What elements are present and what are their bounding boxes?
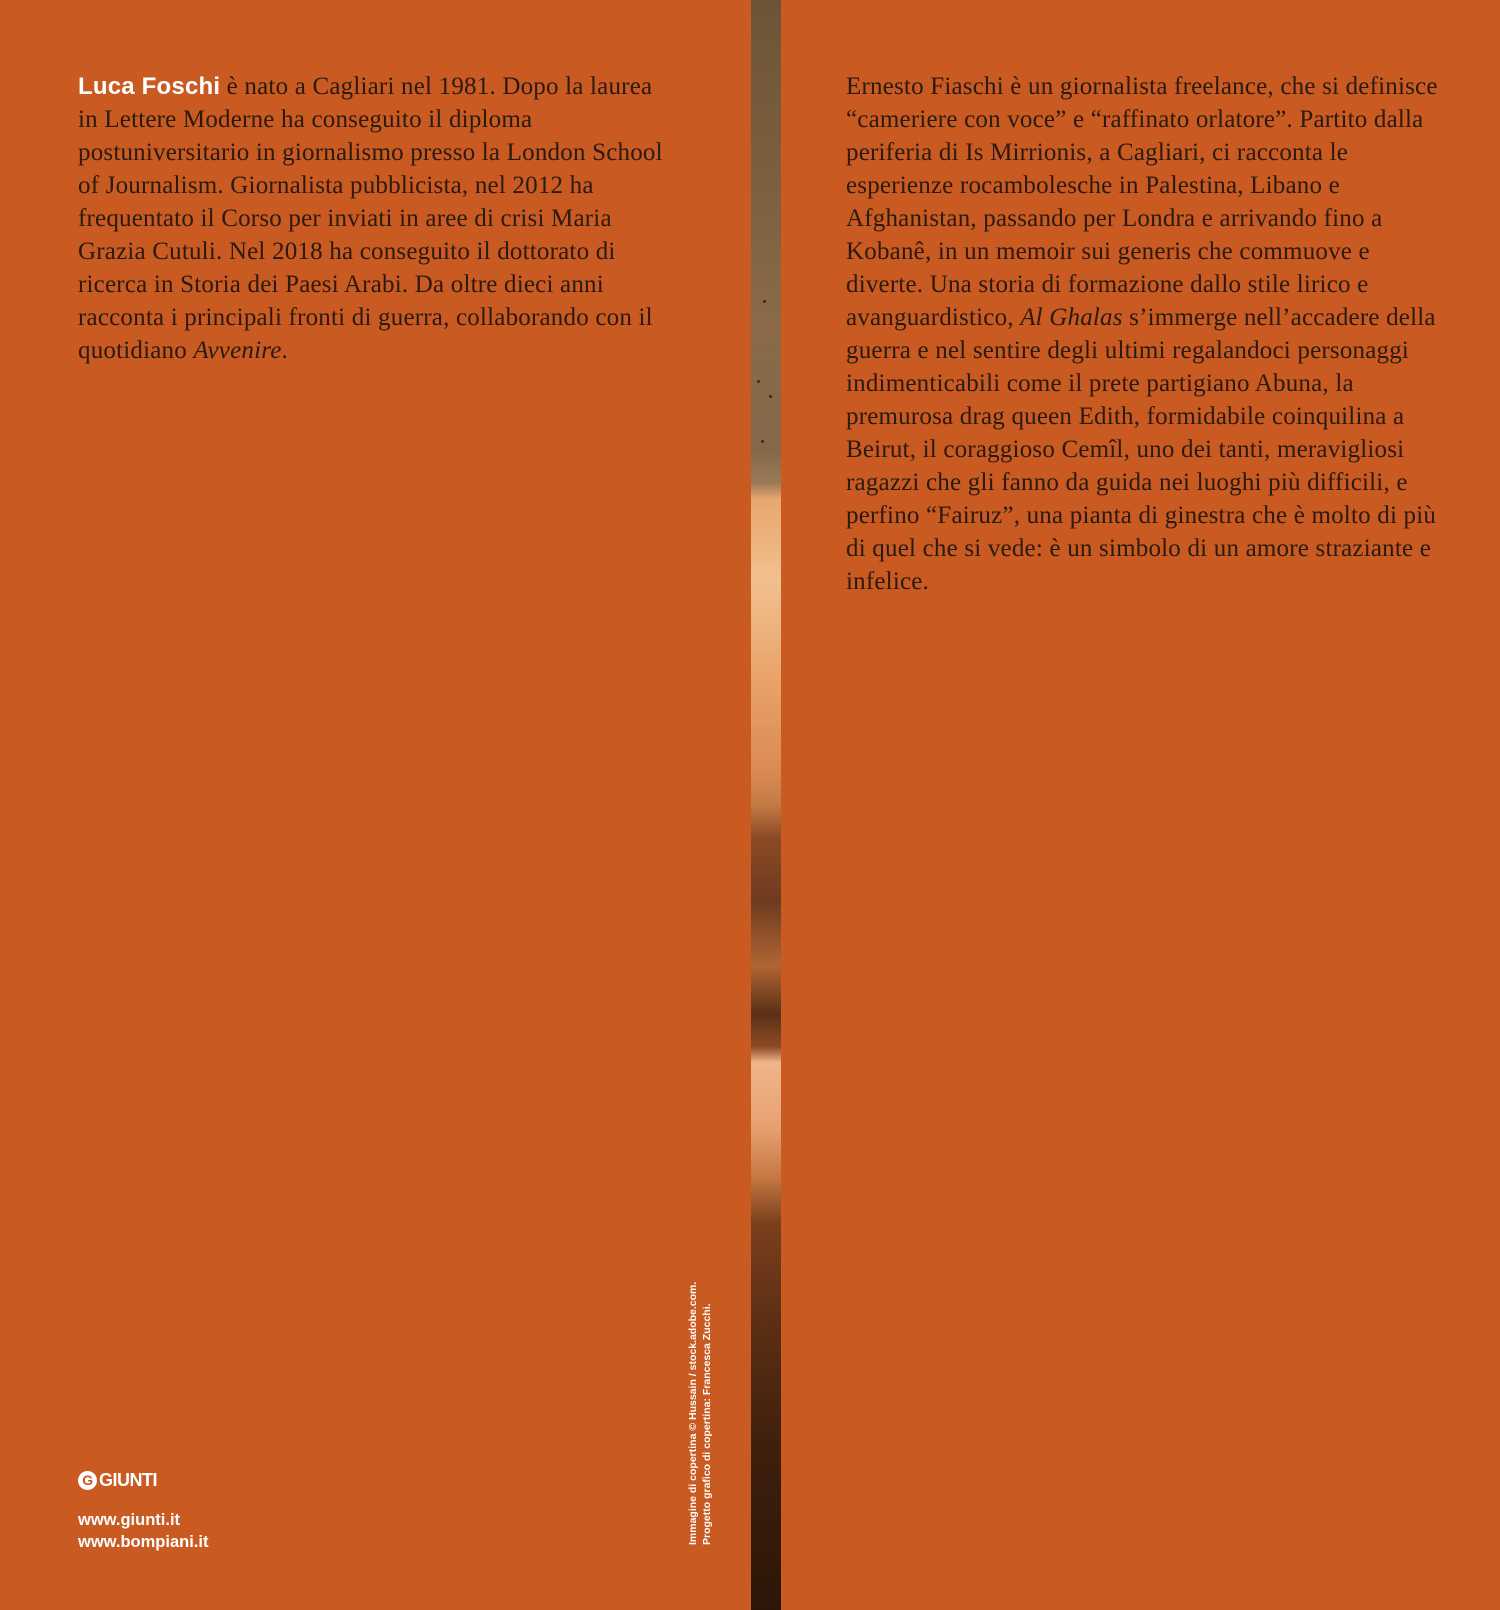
newspaper-name: Avvenire [193, 337, 282, 364]
synopsis-text [846, 70, 1446, 598]
publisher-urls [78, 1509, 208, 1553]
author-bio [78, 70, 678, 367]
spine-speck [769, 395, 772, 398]
bompiani-url[interactable]: www.bompiani.it [78, 1533, 209, 1551]
giunti-logo-icon: G [78, 1471, 97, 1490]
synopsis-part2: s’immerge nell’accadere della guerra e nel sentire degli ultimi regalandoci personaggi indimenticabili come il prete partigiano Abuna, la premurosa drag queen Edith, formidabile coinquilina a Beirut, il coraggioso Cemîl, uno dei tanti, meravigliosi ragazzi che gli fanno da guida nei luoghi più difficili, e perfino “Fairuz”, una pianta di ginestra che è molto di più di quel che si vede: è un simbolo di un amore straziante e infelice. [846, 304, 1437, 595]
cover-credits [686, 1282, 714, 1545]
design-credit: Progetto grafico di copertina: Francesca Zucchi. [701, 1303, 713, 1545]
author-bio-text [78, 70, 678, 367]
author-bio-end: . [281, 337, 288, 364]
spine-image-strip [751, 0, 781, 1610]
author-name: Luca Foschi [78, 73, 221, 100]
synopsis-part1: Ernesto Fiaschi è un giornalista freelance, che si definisce “cameriere con voce” e “raffinato orlatore”. Partito dalla periferia di Is Mirrionis, a Cagliari, ci racconta le esperienze rocambolesche in Palestina, Libano e Afghanistan, passando per Londra e arrivando fino a Kobanê, in un memoir sui generis che commuove e diverte. Una storia di formazione dallo stile lirico e avanguardistico, [846, 73, 1438, 331]
giunti-logo [78, 1470, 208, 1491]
author-bio-body: è nato a Cagliari nel 1981. Dopo la laurea in Lettere Moderne ha conseguito il diploma postuniversitario in giornalismo presso la London School of Journalism. Giornalista pubblicista, nel 2012 ha frequentato il Corso per inviati in aree di crisi Maria Grazia Cutuli. Nel 2018 ha conseguito il dottorato di ricerca in Storia dei Paesi Arabi. Da oltre dieci anni racconta i principali fronti di guerra, collaborando con il quotidiano [78, 73, 663, 364]
spine-speck [763, 300, 766, 303]
spine-speck [761, 440, 764, 443]
book-synopsis [846, 70, 1446, 598]
publisher-block [78, 1470, 208, 1553]
image-credit: Immagine di copertina © Hussain / stock.adobe.com. [687, 1281, 699, 1545]
giunti-logo-text: GIUNTI [99, 1470, 157, 1490]
spine-speck [757, 380, 760, 383]
book-title: Al Ghalas [1020, 304, 1123, 331]
giunti-url[interactable]: www.giunti.it [78, 1511, 181, 1529]
